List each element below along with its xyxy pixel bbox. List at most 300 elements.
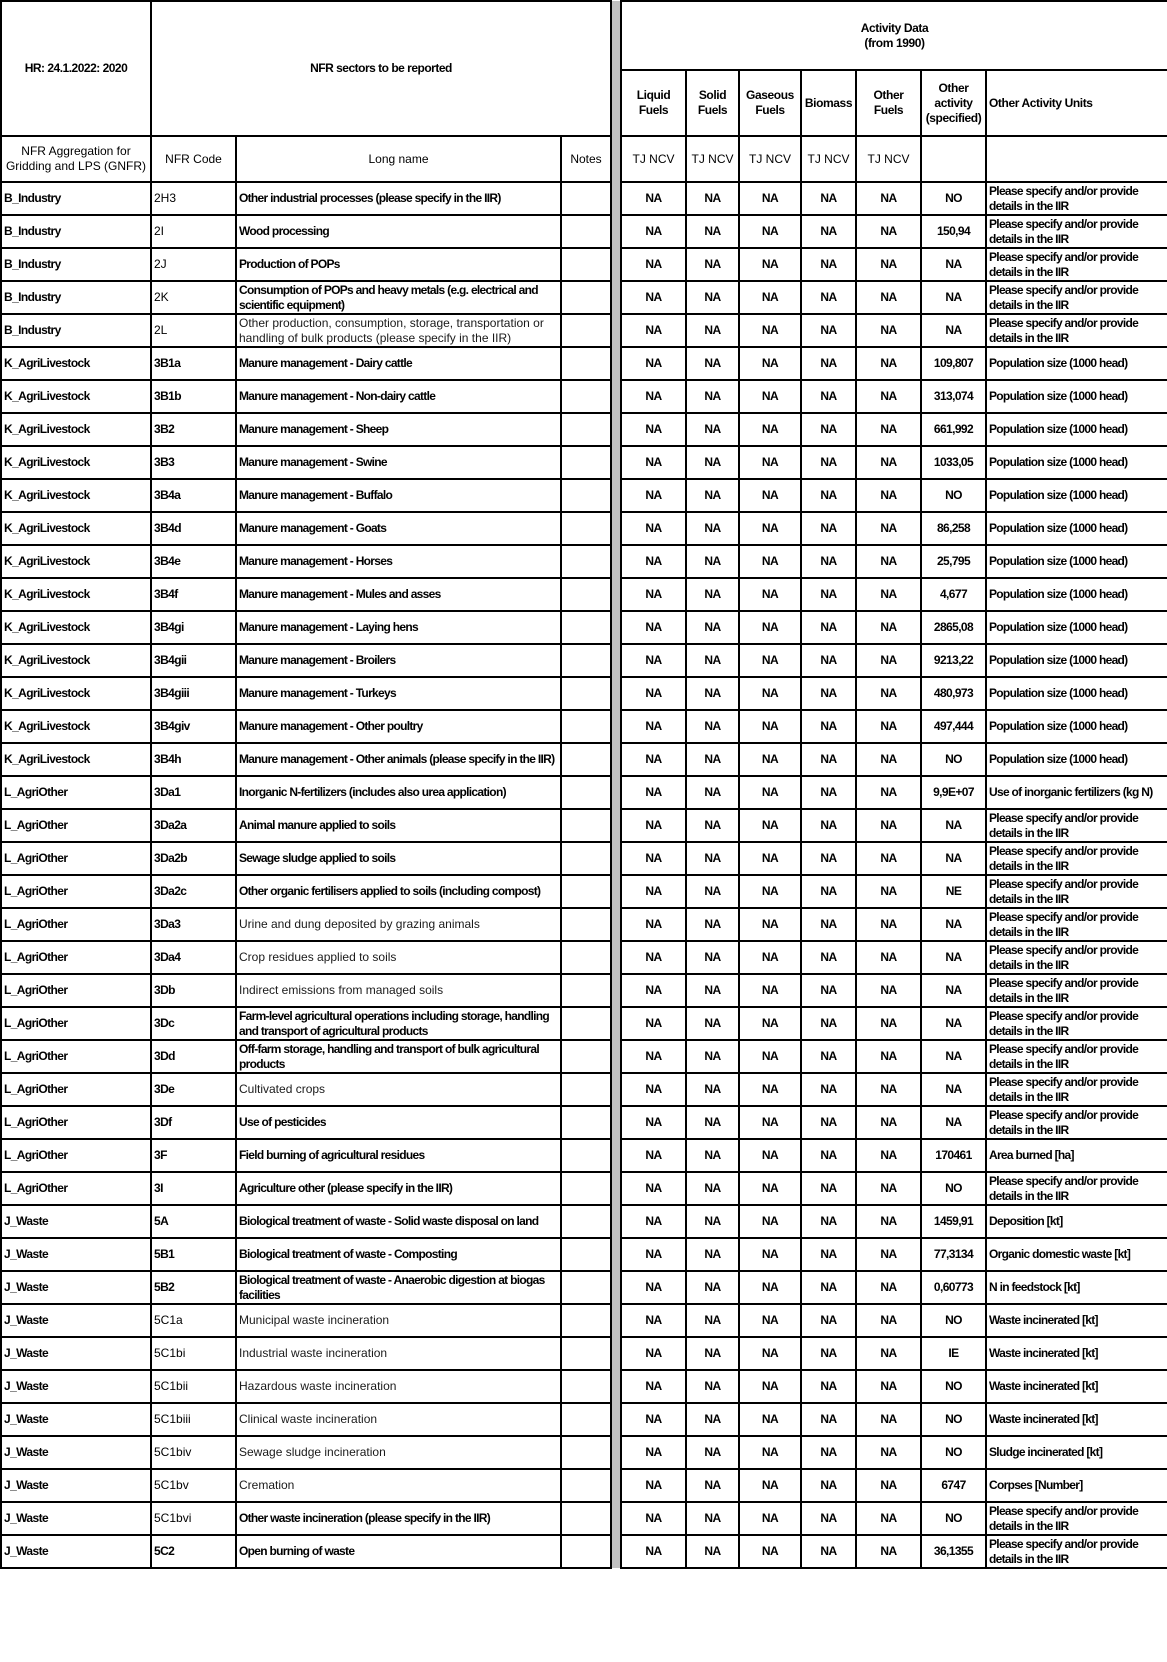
notes-cell[interactable]	[561, 446, 611, 479]
liquid-fuels-cell[interactable]: NA	[621, 347, 686, 380]
other-fuels-cell[interactable]: NA	[856, 1073, 921, 1106]
gnfr-cell[interactable]: L_AgriOther	[1, 842, 151, 875]
long-name-cell[interactable]: Manure management - Laying hens	[236, 611, 561, 644]
other-activity-units-cell[interactable]: Please specify and/or provide details in the IIR	[986, 248, 1167, 281]
gaseous-fuels-cell[interactable]: NA	[739, 677, 801, 710]
biomass-cell[interactable]: NA	[801, 1469, 856, 1502]
other-fuels-cell[interactable]: NA	[856, 1205, 921, 1238]
notes-cell[interactable]	[561, 1172, 611, 1205]
long-name-cell[interactable]: Manure management - Swine	[236, 446, 561, 479]
sector-title-cell[interactable]	[151, 1, 611, 136]
biomass-cell[interactable]: NA	[801, 1073, 856, 1106]
gnfr-cell[interactable]: J_Waste	[1, 1403, 151, 1436]
other-fuels-cell[interactable]: NA	[856, 578, 921, 611]
long-name-cell[interactable]: Biological treatment of waste - Solid waste disposal on land	[236, 1205, 561, 1238]
other-activity-cell[interactable]: NO	[921, 1370, 986, 1403]
gnfr-cell[interactable]: K_AgriLivestock	[1, 743, 151, 776]
notes-cell[interactable]	[561, 182, 611, 215]
col-header-notes[interactable]: Notes	[561, 136, 611, 182]
nfr-code-cell[interactable]: 5C1bii	[151, 1370, 236, 1403]
solid-fuels-cell[interactable]: NA	[686, 644, 739, 677]
long-name-cell[interactable]: Manure management - Sheep	[236, 413, 561, 446]
biomass-cell[interactable]: NA	[801, 1040, 856, 1073]
other-activity-cell[interactable]: 36,1355	[921, 1535, 986, 1568]
other-fuels-cell[interactable]: NA	[856, 809, 921, 842]
solid-fuels-cell[interactable]: NA	[686, 611, 739, 644]
solid-fuels-cell[interactable]: NA	[686, 380, 739, 413]
biomass-cell[interactable]: NA	[801, 182, 856, 215]
notes-cell[interactable]	[561, 974, 611, 1007]
other-activity-cell[interactable]: 9213,22	[921, 644, 986, 677]
gaseous-fuels-cell[interactable]: NA	[739, 281, 801, 314]
notes-cell[interactable]	[561, 644, 611, 677]
other-activity-units-cell[interactable]: Waste incinerated [kt]	[986, 1337, 1167, 1370]
liquid-fuels-cell[interactable]: NA	[621, 215, 686, 248]
gnfr-cell[interactable]: K_AgriLivestock	[1, 380, 151, 413]
liquid-fuels-cell[interactable]: NA	[621, 1535, 686, 1568]
biomass-cell[interactable]: NA	[801, 281, 856, 314]
biomass-cell[interactable]: NA	[801, 578, 856, 611]
gaseous-fuels-cell[interactable]: NA	[739, 1502, 801, 1535]
other-activity-units-cell[interactable]: Population size (1000 head)	[986, 545, 1167, 578]
gnfr-cell[interactable]: L_AgriOther	[1, 1040, 151, 1073]
long-name-cell[interactable]: Manure management - Dairy cattle	[236, 347, 561, 380]
other-fuels-cell[interactable]: NA	[856, 1172, 921, 1205]
long-name-cell[interactable]: Municipal waste incineration	[236, 1304, 561, 1337]
other-fuels-cell[interactable]: NA	[856, 842, 921, 875]
other-activity-cell[interactable]: 480,973	[921, 677, 986, 710]
nfr-code-cell[interactable]: 5C1bvi	[151, 1502, 236, 1535]
nfr-code-cell[interactable]: 3Df	[151, 1106, 236, 1139]
other-fuels-cell[interactable]: NA	[856, 1304, 921, 1337]
solid-fuels-cell[interactable]: NA	[686, 1436, 739, 1469]
nfr-code-cell[interactable]: 3B4f	[151, 578, 236, 611]
long-name-cell[interactable]: Field burning of agricultural residues	[236, 1139, 561, 1172]
other-activity-units-cell[interactable]: Population size (1000 head)	[986, 611, 1167, 644]
nfr-code-cell[interactable]: 3B1b	[151, 380, 236, 413]
liquid-fuels-cell[interactable]: NA	[621, 611, 686, 644]
gnfr-cell[interactable]: J_Waste	[1, 1238, 151, 1271]
nfr-code-cell[interactable]: 5C1biv	[151, 1436, 236, 1469]
unit-biomass[interactable]: TJ NCV	[801, 136, 856, 182]
notes-cell[interactable]	[561, 281, 611, 314]
long-name-cell[interactable]: Urine and dung deposited by grazing animals	[236, 908, 561, 941]
solid-fuels-cell[interactable]: NA	[686, 1535, 739, 1568]
other-fuels-cell[interactable]: NA	[856, 1271, 921, 1304]
other-fuels-cell[interactable]: NA	[856, 710, 921, 743]
biomass-cell[interactable]: NA	[801, 1007, 856, 1040]
biomass-cell[interactable]: NA	[801, 1172, 856, 1205]
gnfr-cell[interactable]: J_Waste	[1, 1337, 151, 1370]
nfr-code-cell[interactable]: 3B4d	[151, 512, 236, 545]
gaseous-fuels-cell[interactable]: NA	[739, 908, 801, 941]
liquid-fuels-cell[interactable]: NA	[621, 644, 686, 677]
col-header-code[interactable]: NFR Code	[151, 136, 236, 182]
gaseous-fuels-cell[interactable]: NA	[739, 974, 801, 1007]
col-header-biomass[interactable]: Biomass	[801, 70, 856, 136]
solid-fuels-cell[interactable]: NA	[686, 809, 739, 842]
gnfr-cell[interactable]: L_AgriOther	[1, 875, 151, 908]
gnfr-cell[interactable]: K_AgriLivestock	[1, 611, 151, 644]
other-activity-cell[interactable]: NA	[921, 1106, 986, 1139]
biomass-cell[interactable]: NA	[801, 545, 856, 578]
other-fuels-cell[interactable]: NA	[856, 1139, 921, 1172]
gaseous-fuels-cell[interactable]: NA	[739, 479, 801, 512]
other-fuels-cell[interactable]: NA	[856, 1370, 921, 1403]
gaseous-fuels-cell[interactable]: NA	[739, 1238, 801, 1271]
gaseous-fuels-cell[interactable]: NA	[739, 512, 801, 545]
gaseous-fuels-cell[interactable]: NA	[739, 1139, 801, 1172]
other-fuels-cell[interactable]: NA	[856, 545, 921, 578]
long-name-cell[interactable]: Biological treatment of waste - Composting	[236, 1238, 561, 1271]
gnfr-cell[interactable]: K_AgriLivestock	[1, 347, 151, 380]
solid-fuels-cell[interactable]: NA	[686, 347, 739, 380]
long-name-cell[interactable]: Open burning of waste	[236, 1535, 561, 1568]
gnfr-cell[interactable]: L_AgriOther	[1, 1172, 151, 1205]
other-activity-cell[interactable]: IE	[921, 1337, 986, 1370]
other-activity-units-cell[interactable]: Area burned [ha]	[986, 1139, 1167, 1172]
other-activity-units-cell[interactable]: Corpses [Number]	[986, 1469, 1167, 1502]
nfr-code-cell[interactable]: 3B4gi	[151, 611, 236, 644]
nfr-code-cell[interactable]: 5B2	[151, 1271, 236, 1304]
notes-cell[interactable]	[561, 347, 611, 380]
biomass-cell[interactable]: NA	[801, 215, 856, 248]
other-activity-units-cell[interactable]: Please specify and/or provide details in the IIR	[986, 314, 1167, 347]
other-fuels-cell[interactable]: NA	[856, 248, 921, 281]
other-activity-cell[interactable]: 497,444	[921, 710, 986, 743]
long-name-cell[interactable]: Manure management - Other animals (please specify in the IIR)	[236, 743, 561, 776]
col-header-gnfr[interactable]: NFR Aggregation for Gridding and LPS (GNFR)	[1, 136, 151, 182]
col-header-other-fuels[interactable]: Other Fuels	[856, 70, 921, 136]
liquid-fuels-cell[interactable]: NA	[621, 545, 686, 578]
gaseous-fuels-cell[interactable]: NA	[739, 1007, 801, 1040]
long-name-cell[interactable]: Manure management - Non-dairy cattle	[236, 380, 561, 413]
nfr-code-cell[interactable]: 3B4giv	[151, 710, 236, 743]
gnfr-cell[interactable]: J_Waste	[1, 1205, 151, 1238]
other-fuels-cell[interactable]: NA	[856, 380, 921, 413]
other-activity-units-cell[interactable]: Please specify and/or provide details in the IIR	[986, 908, 1167, 941]
gaseous-fuels-cell[interactable]: NA	[739, 182, 801, 215]
liquid-fuels-cell[interactable]: NA	[621, 1106, 686, 1139]
notes-cell[interactable]	[561, 809, 611, 842]
liquid-fuels-cell[interactable]: NA	[621, 677, 686, 710]
liquid-fuels-cell[interactable]: NA	[621, 1304, 686, 1337]
other-activity-units-cell[interactable]: Use of inorganic fertilizers (kg N)	[986, 776, 1167, 809]
gaseous-fuels-cell[interactable]: NA	[739, 941, 801, 974]
gnfr-cell[interactable]: B_Industry	[1, 215, 151, 248]
biomass-cell[interactable]: NA	[801, 446, 856, 479]
other-activity-units-cell[interactable]: Please specify and/or provide details in the IIR	[986, 842, 1167, 875]
liquid-fuels-cell[interactable]: NA	[621, 182, 686, 215]
notes-cell[interactable]	[561, 215, 611, 248]
gnfr-cell[interactable]: J_Waste	[1, 1535, 151, 1568]
solid-fuels-cell[interactable]: NA	[686, 314, 739, 347]
other-activity-cell[interactable]: NA	[921, 314, 986, 347]
other-fuels-cell[interactable]: NA	[856, 1535, 921, 1568]
other-activity-units-cell[interactable]: Organic domestic waste [kt]	[986, 1238, 1167, 1271]
liquid-fuels-cell[interactable]: NA	[621, 710, 686, 743]
other-fuels-cell[interactable]: NA	[856, 281, 921, 314]
nfr-code-cell[interactable]: 2H3	[151, 182, 236, 215]
nfr-code-cell[interactable]: 5C1bi	[151, 1337, 236, 1370]
long-name-cell[interactable]: Manure management - Turkeys	[236, 677, 561, 710]
gnfr-cell[interactable]: K_AgriLivestock	[1, 413, 151, 446]
nfr-code-cell[interactable]: 3Db	[151, 974, 236, 1007]
solid-fuels-cell[interactable]: NA	[686, 1370, 739, 1403]
other-activity-cell[interactable]: NA	[921, 248, 986, 281]
solid-fuels-cell[interactable]: NA	[686, 1271, 739, 1304]
nfr-code-cell[interactable]: 3Dc	[151, 1007, 236, 1040]
gnfr-cell[interactable]: K_AgriLivestock	[1, 644, 151, 677]
other-fuels-cell[interactable]: NA	[856, 215, 921, 248]
other-fuels-cell[interactable]: NA	[856, 1337, 921, 1370]
solid-fuels-cell[interactable]: NA	[686, 545, 739, 578]
biomass-cell[interactable]: NA	[801, 314, 856, 347]
biomass-cell[interactable]: NA	[801, 776, 856, 809]
solid-fuels-cell[interactable]: NA	[686, 743, 739, 776]
other-fuels-cell[interactable]: NA	[856, 347, 921, 380]
gaseous-fuels-cell[interactable]: NA	[739, 1436, 801, 1469]
other-activity-cell[interactable]: NE	[921, 875, 986, 908]
notes-cell[interactable]	[561, 908, 611, 941]
solid-fuels-cell[interactable]: NA	[686, 281, 739, 314]
liquid-fuels-cell[interactable]: NA	[621, 1205, 686, 1238]
biomass-cell[interactable]: NA	[801, 743, 856, 776]
other-fuels-cell[interactable]: NA	[856, 182, 921, 215]
gaseous-fuels-cell[interactable]: NA	[739, 875, 801, 908]
other-fuels-cell[interactable]: NA	[856, 512, 921, 545]
solid-fuels-cell[interactable]: NA	[686, 1106, 739, 1139]
liquid-fuels-cell[interactable]: NA	[621, 413, 686, 446]
notes-cell[interactable]	[561, 611, 611, 644]
other-activity-cell[interactable]: 86,258	[921, 512, 986, 545]
other-activity-units-cell[interactable]: Please specify and/or provide details in the IIR	[986, 974, 1167, 1007]
liquid-fuels-cell[interactable]: NA	[621, 875, 686, 908]
long-name-cell[interactable]: Cultivated crops	[236, 1073, 561, 1106]
other-activity-cell[interactable]: 4,677	[921, 578, 986, 611]
liquid-fuels-cell[interactable]: NA	[621, 1502, 686, 1535]
gaseous-fuels-cell[interactable]: NA	[739, 776, 801, 809]
gaseous-fuels-cell[interactable]: NA	[739, 842, 801, 875]
solid-fuels-cell[interactable]: NA	[686, 1502, 739, 1535]
biomass-cell[interactable]: NA	[801, 380, 856, 413]
gaseous-fuels-cell[interactable]: NA	[739, 1370, 801, 1403]
solid-fuels-cell[interactable]: NA	[686, 908, 739, 941]
gaseous-fuels-cell[interactable]: NA	[739, 215, 801, 248]
gaseous-fuels-cell[interactable]: NA	[739, 380, 801, 413]
other-activity-units-cell[interactable]: Population size (1000 head)	[986, 380, 1167, 413]
notes-cell[interactable]	[561, 1205, 611, 1238]
other-activity-cell[interactable]: 6747	[921, 1469, 986, 1502]
other-activity-cell[interactable]: NO	[921, 1304, 986, 1337]
other-activity-units-cell[interactable]: Population size (1000 head)	[986, 479, 1167, 512]
gaseous-fuels-cell[interactable]: NA	[739, 347, 801, 380]
other-activity-cell[interactable]: NO	[921, 182, 986, 215]
nfr-code-cell[interactable]: 3Da2b	[151, 842, 236, 875]
solid-fuels-cell[interactable]: NA	[686, 413, 739, 446]
long-name-cell[interactable]: Other industrial processes (please specify in the IIR)	[236, 182, 561, 215]
other-activity-cell[interactable]: 109,807	[921, 347, 986, 380]
notes-cell[interactable]	[561, 248, 611, 281]
other-activity-units-cell[interactable]: Deposition [kt]	[986, 1205, 1167, 1238]
other-activity-units-cell[interactable]: Waste incinerated [kt]	[986, 1370, 1167, 1403]
biomass-cell[interactable]: NA	[801, 479, 856, 512]
gnfr-cell[interactable]: L_AgriOther	[1, 1139, 151, 1172]
other-activity-cell[interactable]: NO	[921, 1502, 986, 1535]
other-activity-units-cell[interactable]: Sludge incinerated [kt]	[986, 1436, 1167, 1469]
nfr-code-cell[interactable]: 3De	[151, 1073, 236, 1106]
gnfr-cell[interactable]: L_AgriOther	[1, 908, 151, 941]
liquid-fuels-cell[interactable]: NA	[621, 1271, 686, 1304]
other-activity-units-cell[interactable]: Waste incinerated [kt]	[986, 1403, 1167, 1436]
liquid-fuels-cell[interactable]: NA	[621, 1469, 686, 1502]
col-header-other-units[interactable]: Other Activity Units	[986, 70, 1167, 136]
long-name-cell[interactable]: Agriculture other (please specify in the IIR)	[236, 1172, 561, 1205]
solid-fuels-cell[interactable]: NA	[686, 842, 739, 875]
notes-cell[interactable]	[561, 314, 611, 347]
gnfr-cell[interactable]: L_AgriOther	[1, 1007, 151, 1040]
solid-fuels-cell[interactable]: NA	[686, 1040, 739, 1073]
other-activity-units-cell[interactable]: N in feedstock [kt]	[986, 1271, 1167, 1304]
biomass-cell[interactable]: NA	[801, 1337, 856, 1370]
long-name-cell[interactable]: Manure management - Horses	[236, 545, 561, 578]
long-name-cell[interactable]: Manure management - Other poultry	[236, 710, 561, 743]
other-fuels-cell[interactable]: NA	[856, 1403, 921, 1436]
notes-cell[interactable]	[561, 1370, 611, 1403]
biomass-cell[interactable]: NA	[801, 248, 856, 281]
notes-cell[interactable]	[561, 1106, 611, 1139]
liquid-fuels-cell[interactable]: NA	[621, 479, 686, 512]
biomass-cell[interactable]: NA	[801, 347, 856, 380]
solid-fuels-cell[interactable]: NA	[686, 248, 739, 281]
biomass-cell[interactable]: NA	[801, 611, 856, 644]
other-activity-units-cell[interactable]: Population size (1000 head)	[986, 347, 1167, 380]
biomass-cell[interactable]: NA	[801, 1304, 856, 1337]
other-activity-units-cell[interactable]: Please specify and/or provide details in the IIR	[986, 1007, 1167, 1040]
other-fuels-cell[interactable]: NA	[856, 611, 921, 644]
other-activity-units-cell[interactable]: Please specify and/or provide details in the IIR	[986, 182, 1167, 215]
other-activity-units-cell[interactable]: Please specify and/or provide details in the IIR	[986, 1073, 1167, 1106]
other-activity-units-cell[interactable]: Please specify and/or provide details in the IIR	[986, 1040, 1167, 1073]
notes-cell[interactable]	[561, 1502, 611, 1535]
other-activity-cell[interactable]: NA	[921, 842, 986, 875]
solid-fuels-cell[interactable]: NA	[686, 1238, 739, 1271]
long-name-cell[interactable]: Biological treatment of waste - Anaerobic digestion at biogas facilities	[236, 1271, 561, 1304]
nfr-code-cell[interactable]: 2J	[151, 248, 236, 281]
biomass-cell[interactable]: NA	[801, 1139, 856, 1172]
solid-fuels-cell[interactable]: NA	[686, 215, 739, 248]
solid-fuels-cell[interactable]: NA	[686, 1337, 739, 1370]
liquid-fuels-cell[interactable]: NA	[621, 281, 686, 314]
gnfr-cell[interactable]: B_Industry	[1, 314, 151, 347]
notes-cell[interactable]	[561, 1436, 611, 1469]
other-fuels-cell[interactable]: NA	[856, 875, 921, 908]
gnfr-cell[interactable]: L_AgriOther	[1, 941, 151, 974]
other-activity-cell[interactable]: NA	[921, 908, 986, 941]
other-fuels-cell[interactable]: NA	[856, 743, 921, 776]
notes-cell[interactable]	[561, 380, 611, 413]
gnfr-cell[interactable]: J_Waste	[1, 1502, 151, 1535]
nfr-code-cell[interactable]: 3B1a	[151, 347, 236, 380]
other-activity-cell[interactable]: NA	[921, 941, 986, 974]
gaseous-fuels-cell[interactable]: NA	[739, 248, 801, 281]
nfr-code-cell[interactable]: 3B4a	[151, 479, 236, 512]
long-name-cell[interactable]: Animal manure applied to soils	[236, 809, 561, 842]
notes-cell[interactable]	[561, 842, 611, 875]
notes-cell[interactable]	[561, 1304, 611, 1337]
gaseous-fuels-cell[interactable]: NA	[739, 1403, 801, 1436]
notes-cell[interactable]	[561, 1007, 611, 1040]
other-activity-units-cell[interactable]: Please specify and/or provide details in the IIR	[986, 1502, 1167, 1535]
other-activity-cell[interactable]: NO	[921, 1172, 986, 1205]
biomass-cell[interactable]: NA	[801, 710, 856, 743]
gnfr-cell[interactable]: J_Waste	[1, 1469, 151, 1502]
long-name-cell[interactable]: Use of pesticides	[236, 1106, 561, 1139]
long-name-cell[interactable]: Consumption of POPs and heavy metals (e.g. electrical and scientific equipment)	[236, 281, 561, 314]
long-name-cell[interactable]: Inorganic N-fertilizers (includes also urea application)	[236, 776, 561, 809]
liquid-fuels-cell[interactable]: NA	[621, 1040, 686, 1073]
other-fuels-cell[interactable]: NA	[856, 446, 921, 479]
other-activity-cell[interactable]: 9,9E+07	[921, 776, 986, 809]
solid-fuels-cell[interactable]: NA	[686, 1469, 739, 1502]
biomass-cell[interactable]: NA	[801, 1238, 856, 1271]
nfr-code-cell[interactable]: 3B4gii	[151, 644, 236, 677]
long-name-cell[interactable]: Sewage sludge applied to soils	[236, 842, 561, 875]
solid-fuels-cell[interactable]: NA	[686, 1172, 739, 1205]
biomass-cell[interactable]: NA	[801, 512, 856, 545]
other-fuels-cell[interactable]: NA	[856, 677, 921, 710]
gaseous-fuels-cell[interactable]: NA	[739, 1337, 801, 1370]
other-fuels-cell[interactable]: NA	[856, 1436, 921, 1469]
long-name-cell[interactable]: Manure management - Broilers	[236, 644, 561, 677]
gaseous-fuels-cell[interactable]: NA	[739, 578, 801, 611]
other-activity-cell[interactable]: NO	[921, 1436, 986, 1469]
notes-cell[interactable]	[561, 545, 611, 578]
long-name-cell[interactable]: Hazardous waste incineration	[236, 1370, 561, 1403]
gaseous-fuels-cell[interactable]: NA	[739, 1271, 801, 1304]
nfr-code-cell[interactable]: 5C1biii	[151, 1403, 236, 1436]
gaseous-fuels-cell[interactable]: NA	[739, 1172, 801, 1205]
gnfr-cell[interactable]: L_AgriOther	[1, 974, 151, 1007]
notes-cell[interactable]	[561, 1535, 611, 1568]
liquid-fuels-cell[interactable]: NA	[621, 1403, 686, 1436]
biomass-cell[interactable]: NA	[801, 908, 856, 941]
other-activity-cell[interactable]: NA	[921, 281, 986, 314]
other-activity-cell[interactable]: 1459,91	[921, 1205, 986, 1238]
solid-fuels-cell[interactable]: NA	[686, 1205, 739, 1238]
nfr-code-cell[interactable]: 3Da2a	[151, 809, 236, 842]
biomass-cell[interactable]: NA	[801, 1205, 856, 1238]
solid-fuels-cell[interactable]: NA	[686, 677, 739, 710]
solid-fuels-cell[interactable]: NA	[686, 974, 739, 1007]
other-fuels-cell[interactable]: NA	[856, 1007, 921, 1040]
gnfr-cell[interactable]: J_Waste	[1, 1304, 151, 1337]
long-name-cell[interactable]: Off-farm storage, handling and transport of bulk agricultural products	[236, 1040, 561, 1073]
biomass-cell[interactable]: NA	[801, 644, 856, 677]
activity-data-header[interactable]	[621, 1, 1167, 70]
nfr-code-cell[interactable]: 5A	[151, 1205, 236, 1238]
other-fuels-cell[interactable]: NA	[856, 1469, 921, 1502]
biomass-cell[interactable]: NA	[801, 677, 856, 710]
gnfr-cell[interactable]: L_AgriOther	[1, 1106, 151, 1139]
other-activity-cell[interactable]: 661,992	[921, 413, 986, 446]
long-name-cell[interactable]: Indirect emissions from managed soils	[236, 974, 561, 1007]
col-header-gaseous[interactable]: Gaseous Fuels	[739, 70, 801, 136]
biomass-cell[interactable]: NA	[801, 875, 856, 908]
other-fuels-cell[interactable]: NA	[856, 1040, 921, 1073]
nfr-code-cell[interactable]: 3B2	[151, 413, 236, 446]
other-activity-cell[interactable]: 170461	[921, 1139, 986, 1172]
